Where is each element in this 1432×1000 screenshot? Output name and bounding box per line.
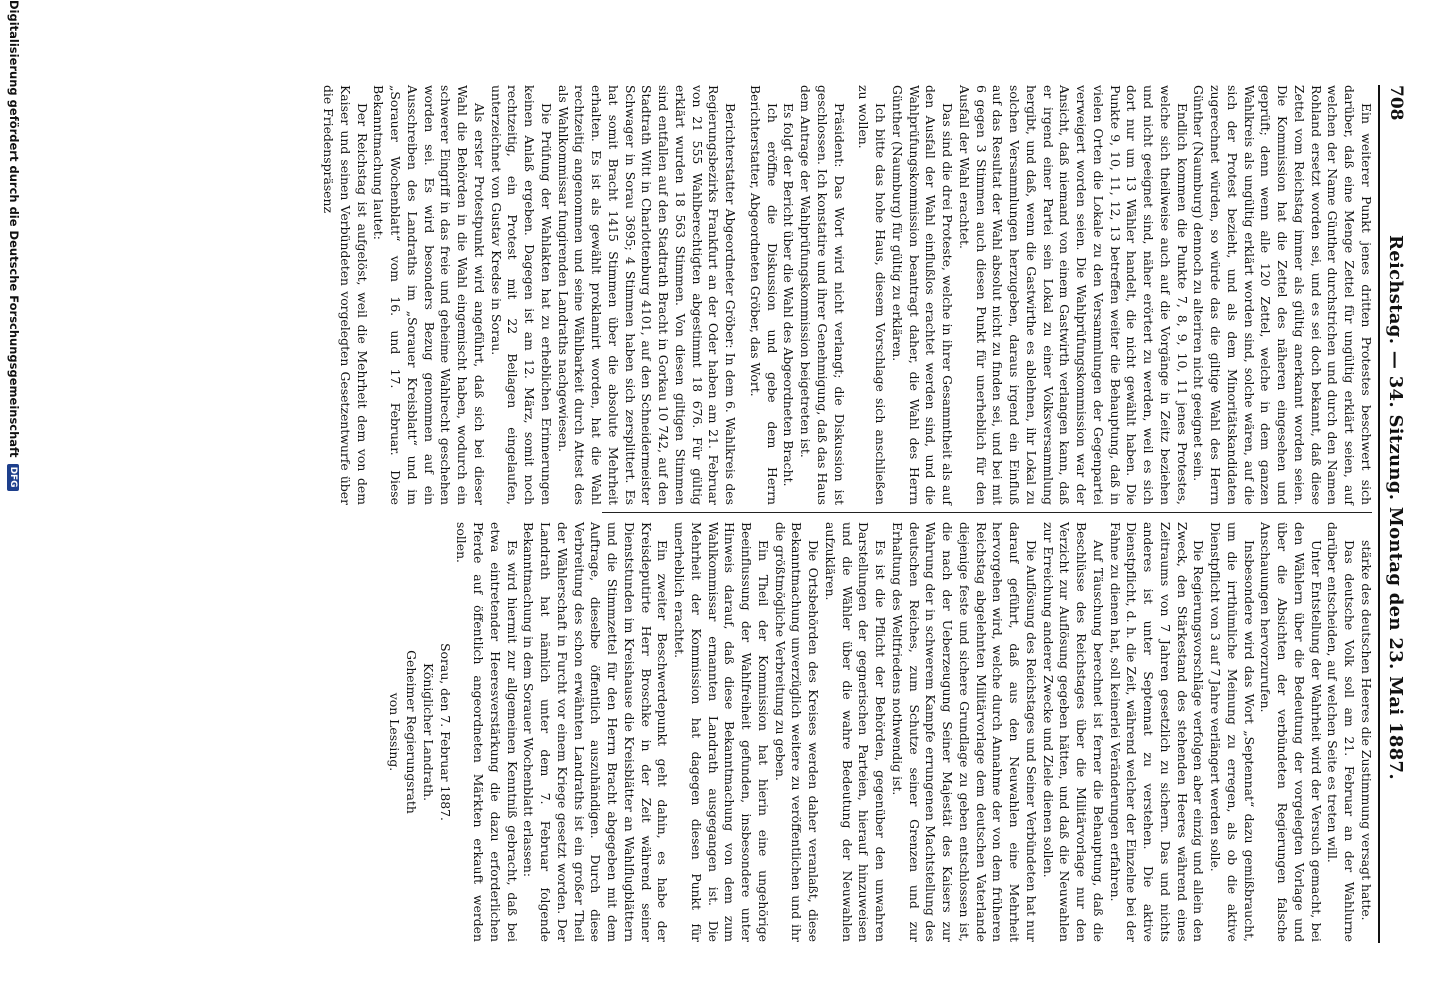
signature-office: Königlicher Landrath. — [421, 662, 436, 802]
paragraph: Als erster Protestpunkt wird angeführt, daß sich bei dieser Wahl die Behörden in die Wahl eingemischt haben, wodurch ein schwerer Eingriff in das freie und geheime Wahlrecht geschehen worden sei. Es wird besonders Bezug genommen auf ein Ausschreiben des Landraths im „Sorauer Kreisblatt“ und im „Sorauer Wochenblatt“ vom 16. und 17. Februar. Diese Bekanntmachung lautet: — [371, 85, 487, 505]
right-column — [386, 522, 1374, 942]
paragraph: Es wird hiermit zur allgemeinen Kenntniß gebracht, daß bei etwa eintretender Heeresverstärkung die dazu erforderlichen Pferde auf öffentlich angeordneten Märkten erkauft werden sollen. — [454, 522, 520, 942]
paragraph: Endlich kommen die Punkte 7, 8, 9, 10, 11 jenes Protestes, welche sich theilweise auch auf die Vorgänge in Zeitz beziehen und nicht geeignet sind, näher erörtert zu werden, weil es sich dort nur um 13 Wähler handelt, die nicht gewählt haben. Die Punkte 9, 10, 11, 12, 13 betreffen weiter die Behauptung, daß in vielen Orten die Lokale zu den Versammlungen der Gegenpartei verweigert worden seien. Die Wahlprüfungskommission war der Ansicht, daß niemand von einem Gastwirth verlangen kann, daß er irgend einer Partei sein Lokal zu einer Volksversammlung hergibt, und daß, wenn die Gastwirthe es ablehnen, ihr Lokal zu solchen Versammlungen herzugeben, daraus irgend ein Einfluß auf das Resultat der Wahl absolut nicht zu finden sei, und bei mit 6 gegen 3 Stimmen auch diesen Punkt für unerheblich für den Ausfall der Wahl erachtet. — [957, 85, 1190, 505]
paragraph: Es ist die Pflicht der Behörden, gegenüber den unwahren Darstellungen der gegnerischen Parteien, hierauf hinzuweisen und die Wähler über die wahre Bedeutung der Neuwahlen aufzuklären. — [823, 522, 889, 942]
paragraph: Ich bitte das hohe Haus, diesem Vorschlage sich anschließen zu wollen. — [856, 85, 889, 505]
column-separator — [602, 512, 1372, 513]
paragraph: Die Prüfung der Wahlakten hat zu erheblichen Erinnerungen keinen Anlaß ergeben. Dagegen ist am 12. März, somit noch rechtzeitig, ein Protest mit 22 Beilagen eingelaufen, unterzeichnet von Gustav Kredse in Sorau. — [488, 85, 554, 505]
signature-name: von Lessing. — [387, 692, 403, 772]
paragraph: Die Ortsbehörden des Kreises werden daher veranlaßt, diese Bekanntmachung unverzüglich weitere zu veröffentlichen und ihr die größtmögliche Verbreitung zu geben. — [772, 522, 822, 942]
paragraph: Ein weiterer Punkt jenes dritten Protestes beschwert sich darüber, daß eine Menge Zettel für ungültig erklärt seien, auf welchen der Name Günther durchstrichen und durch den Namen Rohland ersetzt worden sei, und es sei doch bekannt, daß diese Zettel vom Reichstag immer als gültig anerkannt worden seien. Die Kommission hat die Zettel des näheren eingesehen und geprüft; denn wenn alle 120 Zettel, welche in dem ganzen Wahlkreis als ungültig erklärt worden sind, solche wären, auf die sich der Protest bezieht, und als dem Minoritätskandidaten zugerechnet würden, so würde das die giltige Wahl des Herrn Günther (Naumburg) dennoch zu alteriren nicht geeignet sein. — [1191, 85, 1374, 505]
spacer — [738, 85, 746, 505]
page-header — [1378, 85, 1410, 943]
paragraph: Präsident: Das Wort wird nicht verlangt; die Diskussion ist geschlossen. Ich konstatire und ihrer Genehmigung, daß das Haus dem Antrage der Wahlprüfungskommission beigetreten ist. — [798, 85, 847, 505]
paragraph: Auf Täuschung berechnet ist ferner die Behauptung, daß die Beschlüsse des Reichstages über die Militärvorlage nur den Verzicht zur Auflösung gegeben hätten, und daß die Neuwahlen zur Erreichung anderer Zwecke und Ziele dienen sollen. — [1040, 522, 1106, 942]
paragraph: Das deutsche Volk soll am 21. Februar an der Wahlurne darüber entscheiden, auf welchen Seite es treten will. — [1325, 522, 1358, 942]
spacer — [847, 85, 855, 505]
paragraph: Berichterstatter Abgeordneter Gröber: In dem 6. Wahlkreis des Regierungsbezirks Frankfurt an der Oder haben am 21. Februar von 21 555 Wahlberechtigten abgestimmt 18 676. Für gültig erklärt wurden 18 563 Stimmen. Von diesen giltigen Stimmen sind entfallen auf den Stadtrath Bracht in Gorkau 10 742, auf den Stadtrath Witt in Charlottenburg 4101, auf den Schneidermeister Schwager in Sorau 3695; 4 Stimmen haben sich zersplittert. Es hat somit Bracht 1415 Stimmen über die absolute Mehrheit erhalten. Es ist als gewählt proklamirt worden, hat die Wahl rechtzeitig angenommen und seine Wählbarkeit durch Attest des als Wahlkommissar fungirenden Landraths nachgewiesen. — [555, 85, 739, 505]
paragraph: Ein zweiter Beschwerdepunkt geht dahin, es habe der Kreisdeputirte Herr Broschke in der Zeit während seiner Dienststunden im Kreishause die Kreisblätter an Wahlflugblättern und die Stimmzettel für den Herrn Bracht abgegeben mit dem Auftrage, dieselbe öffentlich auszuhändigen. Durch diese Verbreitung des schon erwähnten Landraths ist ein großer Theil der Wählerschaft in Furcht vor einem Kriege gesetzt worden. Der Landrath hat nämlich unter dem 7. Februar folgende Bekanntmachung in dem Sorauer Wochenblatt erlassen: — [521, 522, 671, 942]
paragraph: stärke des deutschen Heeres die Zustimmung versagt hatte. — [1359, 540, 1374, 921]
digitization-credit — [3, 0, 21, 1000]
paragraph: Unter Entstellung der Wahrheit wird der Versuch gemacht, bei den Wählern über die Bedeutung der vorgelegten Vorlage und über die Absichten der verbündeten Regierungen falsche Anschauungen hervorzurufen. — [1258, 522, 1324, 942]
paragraph: Ein Theil der Kommission hat hierin eine ungehörige Beeinflussung der Wahlfreiheit gefunden, insbesondere unter Hinweis darauf, daß diese Bekanntmachung von dem zum Wahlkommissar ernannten Landrath ausgegangen ist. Die Mehrheit der Kommission hat dagegen diesen Punkt für unerheblich erachtet. — [672, 522, 771, 942]
credit-text: Digitalisierung gefördert durch die Deutsche Forschungsgemeinschaft — [7, 0, 21, 458]
paragraph: Es folgt der Bericht über die Wahl des Abgeordneten Bracht. — [781, 103, 797, 487]
paragraph: Das sind die drei Proteste, welche in ihrer Gesammtheit als auf den Ausfall der Wahl einflußlos erachtet werden sind, und die Wahlprüfungskommission beantragt daher, die Wahl des Herrn Günther (Naumburg) für gültig zu erklären. — [890, 85, 956, 505]
signature-title: Geheimer Regierungsrath — [404, 650, 420, 814]
paragraph: Die Regierungsvorschläge verfolgen aber einzig und allein den Zweck, den Stärkestand des stehenden Heeres während eines Zeitraums von 7 Jahren gesetzlich zu sichern. Das und nichts anderes ist unter Septennat zu verstehen. Die aktive Dienstpflicht, d. h. die Zeit, während welcher der Einzelne bei der Fahne zu dienen hat, soll keinerlei Veränderungen erfahren. — [1107, 522, 1207, 942]
dateline: Sorau, den 7. Februar 1887. — [437, 643, 453, 821]
left-column — [320, 85, 1375, 505]
page-title: Reichstag. — 34. Sitzung. Montag den 23. Mai 1887. — [1385, 235, 1406, 780]
paragraph: Der Reichstag ist aufgelöst, weil die Mehrheit dem von dem Kaiser und seinen Verbündeten vorgelegten Gesetzentwurfe über die Friedenspräsenz — [321, 85, 370, 505]
paragraph: Die Auflösung des Reichstages und Seiner Verbündeten hat nur darauf geführt, daß aus den Neuwahlen eine Mehrheit hervorgehen wird, welche durch Annahme der von dem früheren Reichstag abgelehnten Militärvorlage dem deutschen Vaterlande diejenige feste und sichere Grundlage zu geben entschlossen ist, die nach der Ueberzeugung Seiner Majestät des Kaisers zur Wahrung der in schwerem Kampfe errungenen Machtstellung des deutschen Reiches, zum Schutze seiner Grenzen und zur Erhaltung des Weltfriedens nothwendig ist. — [890, 522, 1039, 942]
paragraph: Insbesondere wird das Wort „Septennat“ dazu gemißbraucht, um die irrthümliche Meinung zu erregen, als ob die aktive Dienstpflicht von 3 auf 7 Jahre verlängert werden solle. — [1208, 522, 1257, 942]
dfg-logo: DFG — [8, 464, 20, 491]
page-number: 708 — [1386, 85, 1406, 121]
paragraph: Ich eröffne die Diskussion und gebe dem Herrn Berichterstatter, Abgeordneten Gröber, das Wort. — [748, 85, 780, 505]
